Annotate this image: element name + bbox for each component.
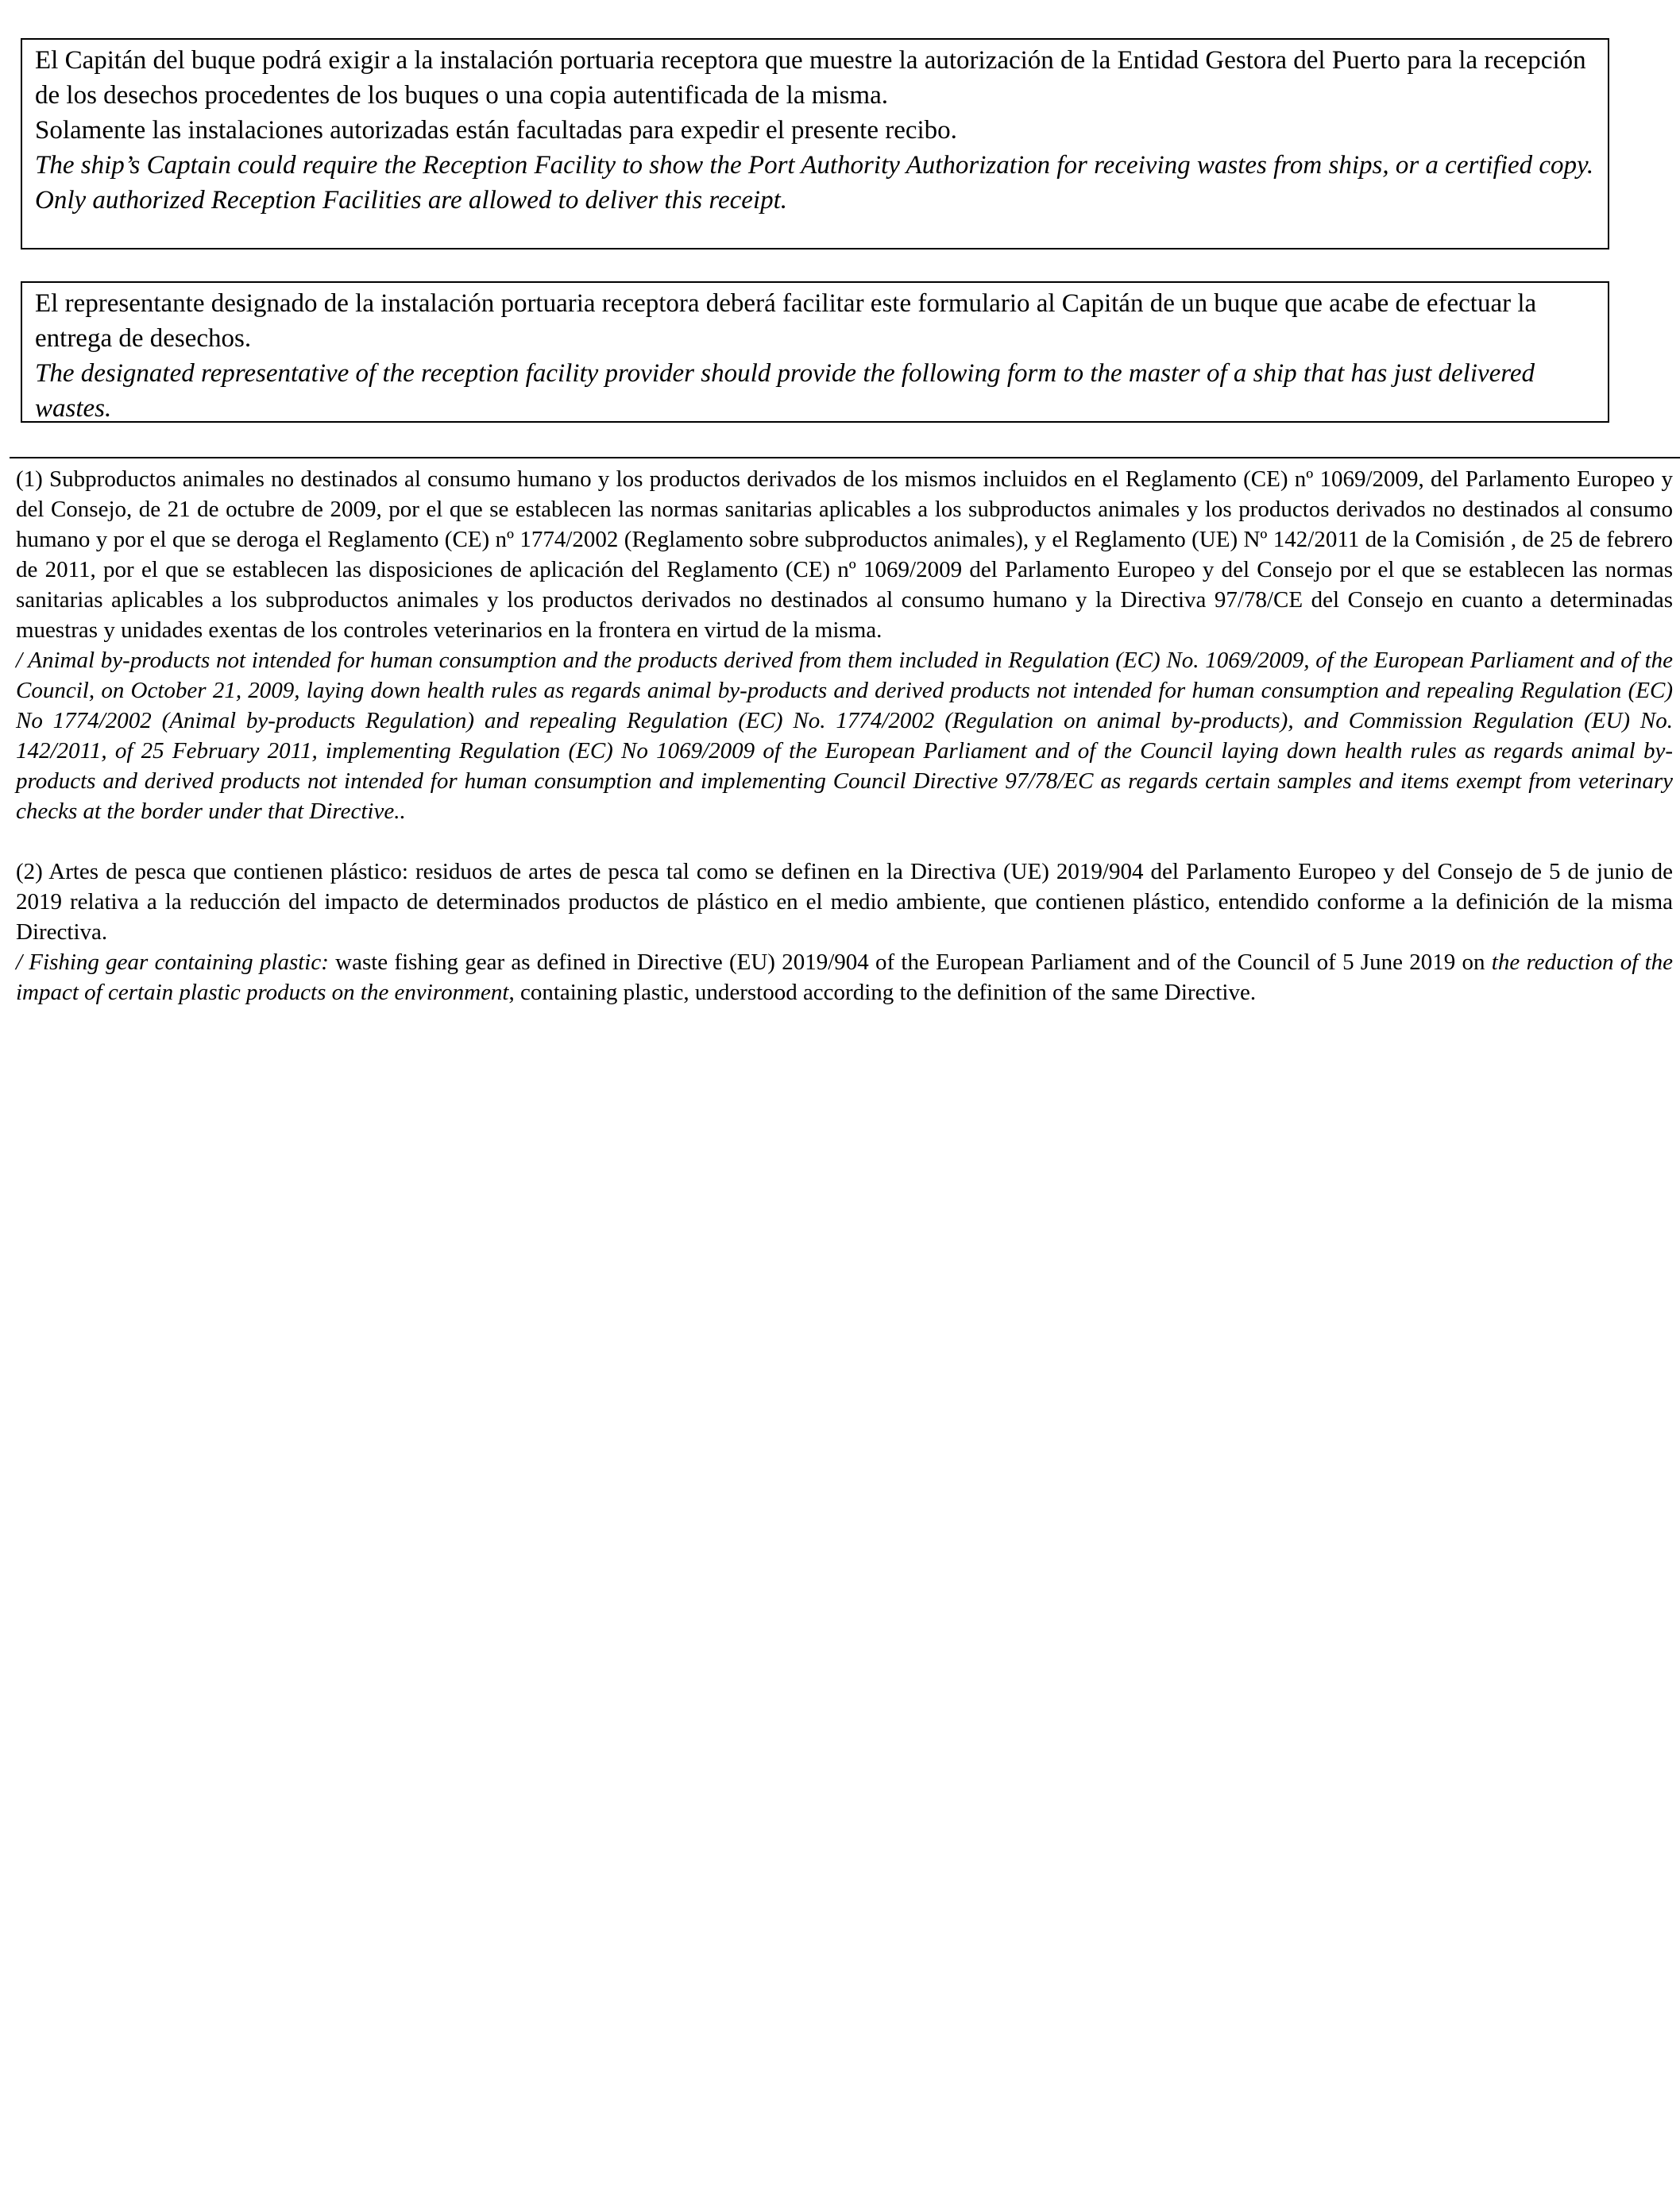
footnote-2-en-text-b: , containing plastic, understood according to the definition of the same Directive.	[508, 980, 1257, 1005]
footnote-1-es: (1) Subproductos animales no destinados al consumo humano y los productos derivados de los mismos incluidos en el Reglamento (CE) nº 1069/2009, del Parlamento Europeo y del Consejo, de 21 de octubre de 2009, por el que se establecen las normas sanitarias aplicables a los subproductos animales y los productos derivados no destinados al consumo humano y por el que se deroga el Reglamento (CE) nº 1774/2002 (Reglamento sobre subproductos animales), y el Reglamento (UE) Nº 142/2011 de la Comisión , de 25 de febrero de 2011, por el que se establecen las disposiciones de aplicación del Reglamento (CE) nº 1069/2009 del Parlamento Europeo y del Consejo por el que se establecen las normas sanitarias aplicables a los subproductos animales y los productos derivados no destinados al consumo humano y la Directiva 97/78/CE del Consejo en cuanto a determinadas muestras y unidades exentas de los controles veterinarios en la frontera en virtud de la misma.	[16, 466, 1673, 643]
footnote-spacer	[16, 826, 1673, 857]
footnote-1-en: / Animal by-products not intended for human consumption and the products derived from them included in Regulation (EC) No. 1069/2009, of the European Parliament and of the Council, on October 21, 2009, laying down health rules as regards animal by-products and derived products not intended for human consumption and repealing Regulation (EC) No 1774/2002 (Animal by-products Regulation) and repealing Regulation (EC) No. 1774/2002 (Regulation on animal by-products), and Commission Regulation (EU) No. 142/2011, of 25 February 2011, implementing Regulation (EC) No 1069/2009 of the European Parliament and of the Council laying down health rules as regards animal by-products and derived products not intended for human consumption and implementing Council Directive 97/78/EC as regards certain samples and items exempt from veterinary checks at the border under that Directive..	[16, 648, 1673, 824]
notice-en-paragraph-1: The ship’s Captain could require the Reception Facility to show the Port Authority Authorization for receiving wastes from ships, or a certified copy.	[35, 151, 1594, 180]
captain-authorization-notice	[21, 38, 1609, 249]
notice-en-paragraph-2: Only authorized Reception Facilities are allowed to deliver this receipt.	[35, 186, 788, 215]
footnote-2-es: (2) Artes de pesca que contienen plástico: residuos de artes de pesca tal como se definen en la Directiva (UE) 2019/904 del Parlamento Europeo y del Consejo de 5 de junio de 2019 relativa a la reducción del impacto de determinados productos de plástico en el medio ambiente, que contienen plástico, entendido conforme a la definición de la misma Directiva.	[16, 859, 1673, 945]
representative-en-paragraph: The designated representative of the reception facility provider should provide the following form to the master of a ship that has just delivered wastes.	[35, 359, 1535, 423]
notice-es-paragraph-2: Solamente las instalaciones autorizadas están facultadas para expedir el presente recibo.	[35, 116, 957, 145]
representative-notice	[21, 281, 1609, 423]
footnote-2-en	[16, 947, 1673, 1007]
footnotes	[16, 464, 1673, 1007]
footnote-2-en-directive-title: the reduction of the impact of certain plastic products on the environment	[16, 949, 1674, 1005]
footnote-2-en-term: / Fishing gear containing plastic:	[16, 949, 329, 975]
footnote-2-en-text-a: waste fishing gear as defined in Directive (EU) 2019/904 of the European Parliament and of the Council of 5 June 2019 on	[328, 949, 1492, 975]
notice-es-paragraph-1: El Capitán del buque podrá exigir a la instalación portuaria receptora que muestre la autorización de la Entidad Gestora del Puerto para la recepción de los desechos procedentes de los buques o una copia autentificada de la misma.	[35, 46, 1586, 110]
footnote-separator	[10, 457, 1680, 458]
representative-es-paragraph: El representante designado de la instalación portuaria receptora deberá facilitar este formulario al Capitán de un buque que acabe de efectuar la entrega de desechos.	[35, 289, 1537, 353]
